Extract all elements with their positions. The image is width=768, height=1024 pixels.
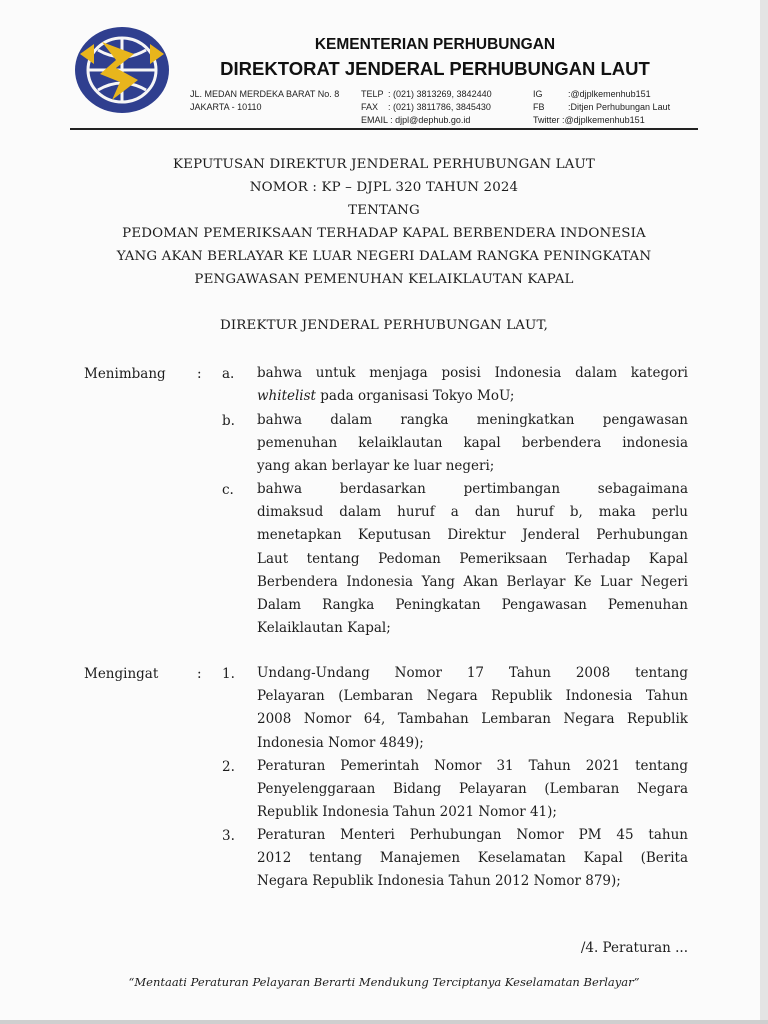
mengingat-marker-3: 3. <box>222 828 235 844</box>
ministry-name: KEMENTERIAN PERHUBUNGAN <box>314 36 556 53</box>
whitelist-term: whitelist <box>257 388 316 405</box>
menimbang-b-line: bahwa dalam rangka meningkatkan pengawasan <box>257 412 688 428</box>
ig-label: IG <box>533 89 543 99</box>
menimbang-c-line: Dalam Rangka Peningkatan Pengawasan Pemenuhan <box>257 597 688 614</box>
letterhead-rule <box>70 128 698 130</box>
mengingat-marker-2: 2. <box>222 759 235 775</box>
ig-value: :@djplkemenhub151 <box>568 89 651 99</box>
mengingat-3-line: 2012 tentang Manajemen Keselamatan Kapal (Berita <box>257 850 688 867</box>
menimbang-a-rest: pada organisasi Tokyo MoU; <box>315 388 515 405</box>
directorate-name: DIREKTORAT JENDERAL PERHUBUNGAN LAUT <box>220 58 650 79</box>
mengingat-1-line: Indonesia Nomor 4849); <box>257 734 424 751</box>
address-line-2: JAKARTA - 10110 <box>190 102 262 112</box>
ministry-logo <box>72 24 172 116</box>
menimbang-c-line: bahwa berdasarkan pertimbangan sebagaimana <box>257 481 688 497</box>
menimbang-colon: : <box>197 366 202 382</box>
telp-value: : (021) 3813269, 3842440 <box>388 89 492 99</box>
menimbang-item-a <box>257 362 688 408</box>
page-continuation: /4. Peraturan ... <box>580 940 688 956</box>
mengingat-1-line: Undang-Undang Nomor 17 Tahun 2008 tentang <box>257 665 688 681</box>
fb-label: FB <box>533 102 545 112</box>
mengingat-item-3 <box>257 824 688 894</box>
menimbang-c-line: dimaksud dalam huruf a dan huruf b, maka perlu <box>257 504 688 521</box>
menimbang-item-c <box>257 478 688 640</box>
decree-title: KEPUTUSAN DIREKTUR JENDERAL PERHUBUNGAN LAUT <box>173 157 595 172</box>
menimbang-b-line: yang akan berlayar ke luar negeri; <box>257 458 495 475</box>
page-edge-shadow <box>760 0 768 1024</box>
menimbang-marker-b: b. <box>222 413 235 429</box>
mengingat-marker-1: 1. <box>222 666 235 682</box>
mengingat-3-line: Negara Republik Indonesia Tahun 2012 Nomor 879); <box>257 873 621 890</box>
menimbang-marker-a: a. <box>222 366 235 382</box>
menimbang-a-line-2 <box>257 385 688 408</box>
decree-tentang: TENTANG <box>348 203 420 218</box>
address-line-1: JL. MEDAN MERDEKA BARAT No. 8 <box>190 89 340 99</box>
decree-subject-1: PEDOMAN PEMERIKSAAN TERHADAP KAPAL BERBENDERA INDONESIA <box>122 226 646 241</box>
twitter-line: Twitter :@djplkemenhub151 <box>533 115 645 125</box>
menimbang-a-line: bahwa untuk menjaga posisi Indonesia dalam kategori <box>257 365 688 381</box>
decree-number: NOMOR : KP – DJPL 320 TAHUN 2024 <box>249 180 519 195</box>
menimbang-marker-c: c. <box>222 482 234 498</box>
mengingat-item-1 <box>257 662 688 755</box>
footer-motto: “Mentaati Peraturan Pelayaran Berarti Mendukung Terciptanya Keselamatan Berlayar” <box>128 975 640 989</box>
menimbang-c-line: Berbendera Indonesia Yang Akan Berlayar Ke Luar Negeri <box>257 573 688 590</box>
mengingat-label: Mengingat <box>84 666 159 682</box>
mengingat-2-line: Peraturan Pemerintah Nomor 31 Tahun 2021 tentang <box>257 758 688 774</box>
mengingat-item-2 <box>257 755 688 825</box>
mengingat-2-line: Penyelenggaraan Bidang Pelayaran (Lembaran Negara <box>257 781 688 798</box>
fax-value: : (021) 3811786, 3845430 <box>388 102 491 112</box>
fax-label: FAX <box>361 102 379 112</box>
mengingat-colon: : <box>197 666 202 682</box>
menimbang-c-line: Kelaiklautan Kapal; <box>257 620 391 637</box>
mengingat-1-line: 2008 Nomor 64, Tambahan Lembaran Negara Republik <box>257 711 688 728</box>
decree-subject-2: YANG AKAN BERLAYAR KE LUAR NEGERI DALAM RANGKA PENINGKATAN <box>116 249 652 264</box>
email-line: EMAIL : djpl@dephub.go.id <box>361 115 471 125</box>
menimbang-c-line: Laut tentang Pedoman Pemeriksaan Terhadap Kapal <box>257 550 688 567</box>
signatory-title: DIREKTUR JENDERAL PERHUBUNGAN LAUT, <box>219 318 549 333</box>
letterhead <box>0 0 768 135</box>
menimbang-label: Menimbang <box>84 366 166 382</box>
telp-label: TELP <box>361 89 384 99</box>
mengingat-3-line: Peraturan Menteri Perhubungan Nomor PM 45 tahun <box>257 827 688 843</box>
menimbang-b-line: pemenuhan kelaiklautan kapal berbendera indonesia <box>257 435 688 452</box>
mengingat-2-line: Republik Indonesia Tahun 2021 Nomor 41); <box>257 804 557 821</box>
menimbang-item-b <box>257 409 688 479</box>
decree-subject-3: PENGAWASAN PEMENUHAN KELAIKLAUTAN KAPAL <box>194 272 574 287</box>
mengingat-1-line: Pelayaran (Lembaran Negara Republik Indonesia Tahun <box>257 688 688 705</box>
menimbang-c-line: menetapkan Keputusan Direktur Jenderal Perhubungan <box>257 527 688 544</box>
page-bottom-edge <box>0 1020 768 1024</box>
fb-value: :Ditjen Perhubungan Laut <box>568 102 671 112</box>
